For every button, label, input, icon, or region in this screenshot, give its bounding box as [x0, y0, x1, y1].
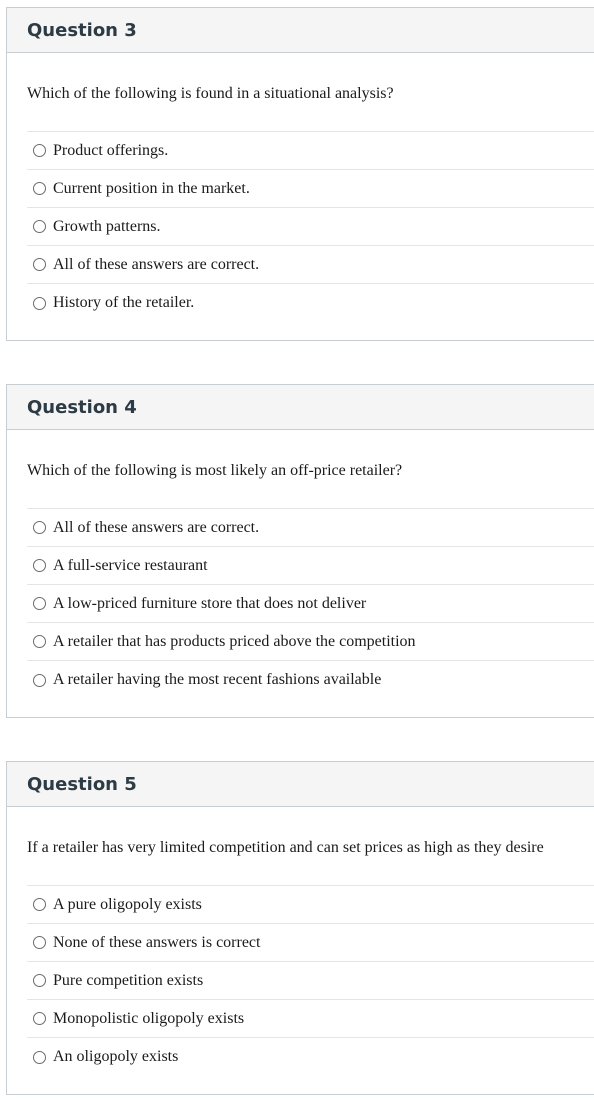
answer-label: Monopolistic oligopoly exists — [53, 1009, 245, 1027]
radio-button[interactable] — [33, 674, 46, 687]
radio-button[interactable] — [33, 258, 46, 271]
answer-option[interactable] — [27, 886, 594, 924]
answer-option[interactable] — [27, 208, 594, 246]
radio-button[interactable] — [33, 974, 46, 987]
answer-list — [27, 885, 594, 1076]
answer-list — [27, 508, 594, 699]
question-body — [7, 807, 594, 1076]
answer-label: A pure oligopoly exists — [53, 895, 202, 913]
answer-label: A low-priced furniture store that does not deliver — [53, 594, 367, 612]
answer-label: Growth patterns. — [53, 217, 161, 235]
question-body — [7, 53, 594, 322]
radio-button[interactable] — [33, 635, 46, 648]
question-text: If a retailer has very limited competition and can set prices as high as they desire — [27, 839, 544, 856]
answer-label: A full-service restaurant — [53, 556, 208, 574]
question-title: Question 3 — [7, 8, 594, 53]
radio-button[interactable] — [33, 1012, 46, 1025]
answer-option[interactable] — [27, 509, 594, 547]
answer-label: A retailer having the most recent fashions available — [53, 671, 382, 688]
question-text: Which of the following is most likely an off-price retailer? — [27, 462, 403, 479]
answer-option[interactable] — [27, 962, 594, 1000]
question-4 — [6, 384, 594, 718]
answer-option[interactable] — [27, 246, 594, 284]
answer-option[interactable] — [27, 284, 594, 322]
question-title: Question 5 — [7, 762, 594, 807]
answer-label: Current position in the market. — [53, 179, 250, 197]
question-5 — [6, 761, 594, 1095]
answer-label: Product offerings. — [53, 141, 169, 159]
question-3 — [6, 7, 594, 341]
question-body — [7, 430, 594, 699]
answer-label: Pure competition exists — [53, 971, 204, 989]
answer-option[interactable] — [27, 661, 594, 699]
answer-option[interactable] — [27, 1000, 594, 1038]
answer-option[interactable] — [27, 170, 594, 208]
answer-label: All of these answers are correct. — [53, 255, 260, 273]
radio-button[interactable] — [33, 297, 46, 310]
answer-option[interactable] — [27, 924, 594, 962]
answer-label: History of the retailer. — [53, 294, 195, 311]
answer-option[interactable] — [27, 1038, 594, 1076]
answer-option[interactable] — [27, 132, 594, 170]
radio-button[interactable] — [33, 597, 46, 610]
answer-option[interactable] — [27, 623, 594, 661]
radio-button[interactable] — [33, 1051, 46, 1064]
answer-label: A retailer that has products priced above the competition — [53, 632, 416, 650]
radio-button[interactable] — [33, 559, 46, 572]
answer-option[interactable] — [27, 547, 594, 585]
question-text: Which of the following is found in a situational analysis? — [27, 85, 394, 102]
radio-button[interactable] — [33, 182, 46, 195]
answer-label: All of these answers are correct. — [53, 518, 260, 536]
radio-button[interactable] — [33, 144, 46, 157]
radio-button[interactable] — [33, 220, 46, 233]
answer-label: An oligopoly exists — [53, 1048, 179, 1065]
radio-button[interactable] — [33, 898, 46, 911]
answer-label: None of these answers is correct — [53, 933, 261, 951]
radio-button[interactable] — [33, 936, 46, 949]
answer-option[interactable] — [27, 585, 594, 623]
answer-list — [27, 131, 594, 322]
question-title: Question 4 — [7, 385, 594, 430]
radio-button[interactable] — [33, 521, 46, 534]
